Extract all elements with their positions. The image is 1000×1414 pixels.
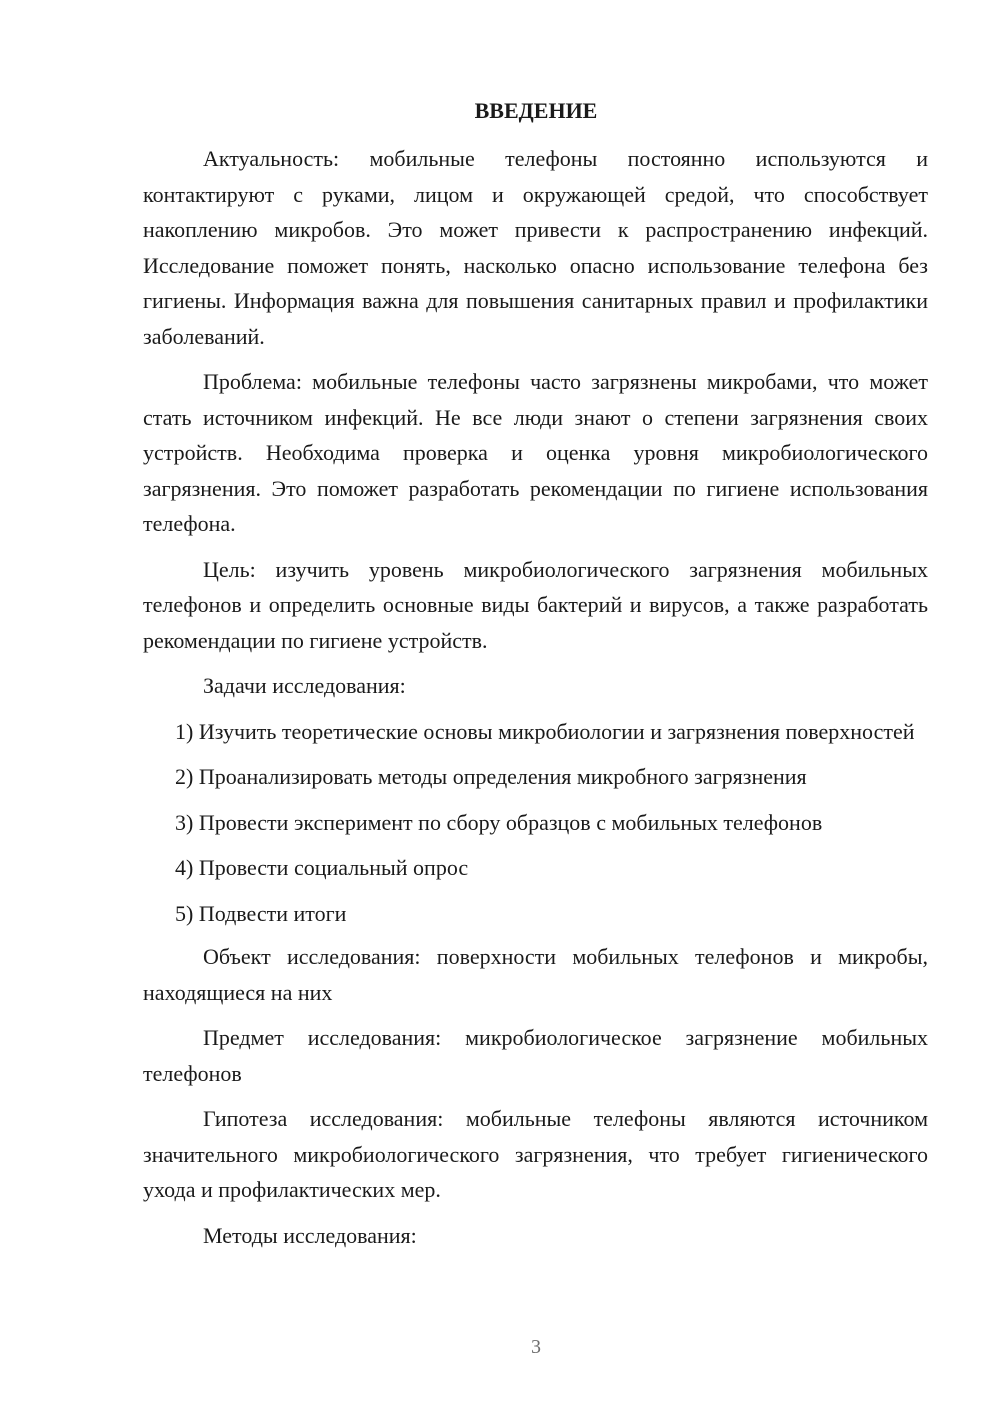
page-number: 3 (531, 1336, 541, 1358)
relevance-paragraph: Актуальность: мобильные телефоны постоянно используются и контактируют с руками, лицом и окружающей средой, что способствует накоплению микробов. Это может привести к распространению инфекций. Исследование поможет понять, насколько опасно использование телефона без гигиены. Информация важна для повышения санитарных правил и профилактики заболеваний. (143, 146, 928, 349)
object-paragraph: Объект исследования: поверхности мобильных телефонов и микробы, находящиеся на них (143, 944, 928, 1005)
hypothesis-paragraph: Гипотеза исследования: мобильные телефоны являются источником значительного микробиологического загрязнения, что требует гигиенического ухода и профилактических мер. (143, 1106, 928, 1202)
subject-paragraph: Предмет исследования: микробиологическое загрязнение мобильных телефонов (143, 1025, 928, 1086)
task-item: 4) Провести социальный опрос (175, 855, 469, 880)
document-body (143, 141, 928, 1263)
goal-paragraph: Цель: изучить уровень микробиологического загрязнения мобильных телефонов и определить основные виды бактерий и вирусов, а также разработать рекомендации по гигиене устройств. (143, 556, 928, 653)
tasks-heading: Задачи исследования: (203, 673, 406, 698)
methods-heading: Методы исследования: (203, 1222, 417, 1248)
page-title: ВВЕДЕНИЕ (474, 98, 598, 123)
task-item: 5) Подвести итоги (175, 900, 347, 926)
task-item: 3) Провести эксперимент по сбору образцов с мобильных телефонов (175, 809, 823, 835)
task-item: 1) Изучить теоретические основы микробиологии и загрязнения поверхностей (175, 718, 915, 744)
problem-paragraph: Проблема: мобильные телефоны часто загрязнены микробами, что может стать источником инфекций. Не все люди знают о степени загрязнения своих устройств. Необходима проверка и оценка уровня микробиологического загрязнения. Это поможет разработать рекомендации по гигиене использования телефона. (143, 369, 928, 536)
task-item: 2) Проанализировать методы определения микробного загрязнения (175, 764, 807, 789)
